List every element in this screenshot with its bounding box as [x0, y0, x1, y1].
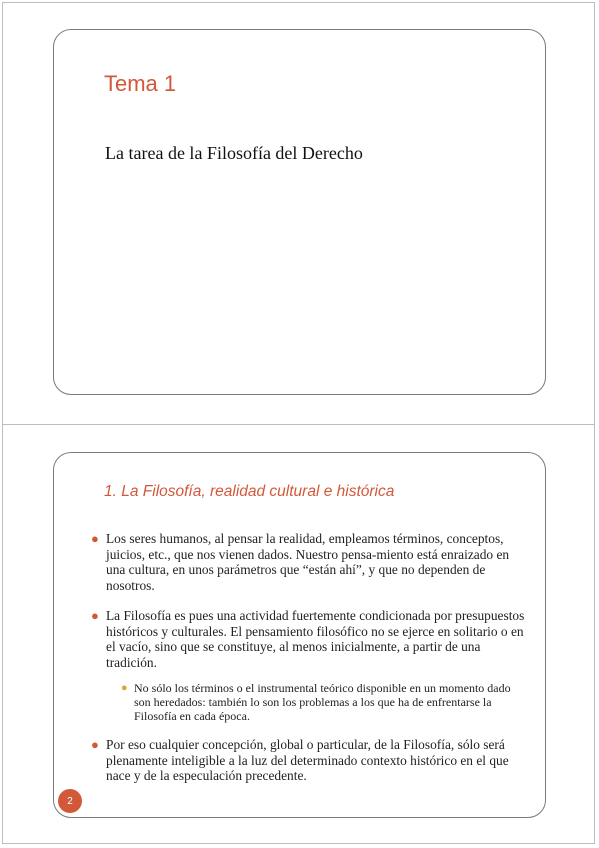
sub-bullet-item [121, 681, 526, 724]
section-heading: 1. La Filosofía, realidad cultural e histórica [104, 483, 395, 500]
bullet-marker-icon: ● [91, 737, 99, 752]
bullet-marker-icon: ● [91, 531, 99, 546]
sub-bullet-marker-icon: ● [121, 682, 128, 694]
bullet-text: Los seres humanos, al pensar la realidad, empleamos términos, conceptos, juicios, etc., que nos vienen dados. Nuestro pensa-miento está enraizado en una cultura, en unos parámetros que “están ahí”, y que no dependen de nosotros. [106, 531, 510, 594]
page-divider [2, 424, 595, 425]
bullet-item [91, 737, 526, 784]
bullet-item [91, 531, 526, 594]
sub-bullet-text: No sólo los términos o el instrumental teórico disponible en un momento dado son heredados: también lo son los problemas a los que ha de enfrentarse la Filosofía en cada época. [134, 681, 511, 724]
bullet-text: Por eso cualquier concepción, global o particular, de la Filosofía, sólo será plenamente inteligible a la luz del determinado contexto histórico en el que nace y de la especulación precedente. [106, 737, 509, 784]
bullet-text: La Filosofía es pues una actividad fuertemente condicionada por presupuestos históricos y culturales. El pensamiento filosófico no se ejerce en solitario o en el vacío, sino que se constituye, al menos inicialmente, a partir de una tradición. [106, 608, 525, 671]
slide-2 [53, 452, 546, 818]
bullet-marker-icon: ● [91, 608, 99, 623]
slide-subtitle: La tarea de la Filosofía del Derecho [105, 143, 363, 163]
slide-title: Tema 1 [104, 71, 177, 96]
bullet-item [91, 608, 526, 671]
page-number-badge: 2 [58, 789, 82, 813]
slide-1 [53, 29, 546, 395]
